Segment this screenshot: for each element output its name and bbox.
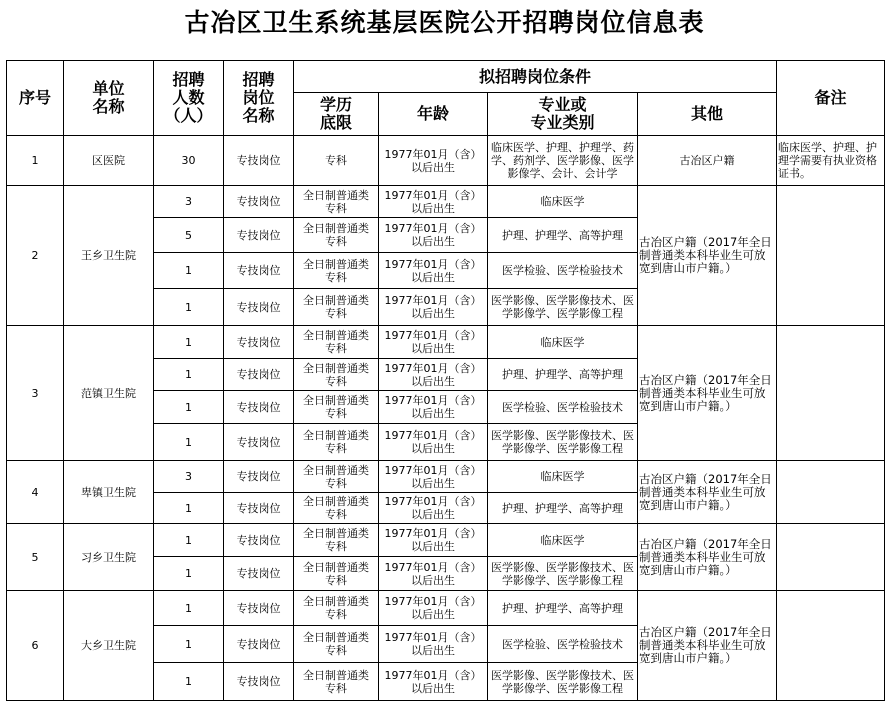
position-edu: 全日制普通类 专科 [294, 424, 379, 461]
position-count: 1 [154, 391, 224, 424]
position-edu: 全日制普通类 专科 [294, 626, 379, 663]
position-post: 专技岗位 [224, 289, 294, 326]
position-major: 临床医学 [488, 524, 638, 557]
position-major: 医学影像、医学影像技术、医学影像学、医学影像工程 [488, 663, 638, 701]
position-major: 医学检验、医学检验技术 [488, 626, 638, 663]
position-major: 护理、护理学、高等护理 [488, 493, 638, 524]
table-row [7, 591, 885, 626]
unit-note [777, 461, 885, 524]
position-edu: 全日制普通类 专科 [294, 591, 379, 626]
unit-name: 区医院 [64, 136, 154, 186]
header-count: 招聘 人数 （人） [154, 61, 224, 136]
position-edu: 全日制普通类 专科 [294, 461, 379, 493]
unit-name: 习乡卫生院 [64, 524, 154, 591]
position-age: 1977年01月（含） 以后出生 [379, 186, 488, 218]
header-conditions: 拟招聘岗位条件 [294, 61, 777, 93]
header-age: 年龄 [379, 93, 488, 136]
position-post: 专技岗位 [224, 136, 294, 186]
position-count: 1 [154, 663, 224, 701]
header-edu: 学历 底限 [294, 93, 379, 136]
position-major: 医学检验、医学检验技术 [488, 391, 638, 424]
header-seq: 序号 [7, 61, 64, 136]
unit-other: 古冶区户籍（2017年全日制普通类本科毕业生可放宽到唐山市户籍。） [638, 591, 777, 701]
table-row [7, 186, 885, 218]
position-age: 1977年01月（含） 以后出生 [379, 663, 488, 701]
position-edu: 全日制普通类 专科 [294, 186, 379, 218]
position-edu: 全日制普通类 专科 [294, 663, 379, 701]
unit-name: 大乡卫生院 [64, 591, 154, 701]
position-age: 1977年01月（含） 以后出生 [379, 424, 488, 461]
position-count: 1 [154, 524, 224, 557]
position-count: 1 [154, 493, 224, 524]
position-post: 专技岗位 [224, 253, 294, 289]
position-age: 1977年01月（含） 以后出生 [379, 557, 488, 591]
unit-other: 古冶区户籍（2017年全日制普通类本科毕业生可放宽到唐山市户籍。） [638, 186, 777, 326]
unit-other: 古冶区户籍（2017年全日制普通类本科毕业生可放宽到唐山市户籍。） [638, 326, 777, 461]
header-unit: 单位 名称 [64, 61, 154, 136]
header-major: 专业或 专业类别 [488, 93, 638, 136]
position-post: 专技岗位 [224, 557, 294, 591]
unit-note [777, 524, 885, 591]
position-post: 专技岗位 [224, 626, 294, 663]
position-count: 3 [154, 461, 224, 493]
position-edu: 全日制普通类 专科 [294, 359, 379, 391]
position-major: 护理、护理学、高等护理 [488, 218, 638, 253]
position-post: 专技岗位 [224, 591, 294, 626]
position-age: 1977年01月（含） 以后出生 [379, 591, 488, 626]
position-major: 临床医学 [488, 326, 638, 359]
header-note: 备注 [777, 61, 885, 136]
position-post: 专技岗位 [224, 493, 294, 524]
position-count: 1 [154, 626, 224, 663]
position-major: 临床医学 [488, 461, 638, 493]
position-major: 护理、护理学、高等护理 [488, 591, 638, 626]
header-post: 招聘 岗位 名称 [224, 61, 294, 136]
position-edu: 全日制普通类 专科 [294, 493, 379, 524]
unit-seq: 2 [7, 186, 64, 326]
position-age: 1977年01月（含） 以后出生 [379, 626, 488, 663]
position-major: 护理、护理学、高等护理 [488, 359, 638, 391]
unit-seq: 5 [7, 524, 64, 591]
table-row [7, 461, 885, 493]
unit-note [777, 591, 885, 701]
unit-name: 范镇卫生院 [64, 326, 154, 461]
position-edu: 全日制普通类 专科 [294, 289, 379, 326]
position-edu: 全日制普通类 专科 [294, 218, 379, 253]
position-post: 专技岗位 [224, 218, 294, 253]
position-count: 30 [154, 136, 224, 186]
position-post: 专技岗位 [224, 326, 294, 359]
position-age: 1977年01月（含） 以后出生 [379, 461, 488, 493]
unit-seq: 4 [7, 461, 64, 524]
unit-seq: 3 [7, 326, 64, 461]
position-count: 3 [154, 186, 224, 218]
position-count: 5 [154, 218, 224, 253]
position-count: 1 [154, 557, 224, 591]
unit-note [777, 186, 885, 326]
position-age: 1977年01月（含） 以后出生 [379, 218, 488, 253]
position-major: 临床医学 [488, 186, 638, 218]
position-age: 1977年01月（含） 以后出生 [379, 289, 488, 326]
unit-other: 古冶区户籍（2017年全日制普通类本科毕业生可放宽到唐山市户籍。） [638, 461, 777, 524]
header-other: 其他 [638, 93, 777, 136]
position-count: 1 [154, 253, 224, 289]
page-title: 古冶区卫生系统基层医院公开招聘岗位信息表 [184, 8, 705, 37]
position-age: 1977年01月（含） 以后出生 [379, 326, 488, 359]
unit-note [777, 326, 885, 461]
unit-other: 古冶区户籍 [638, 136, 777, 186]
position-age: 1977年01月（含） 以后出生 [379, 524, 488, 557]
unit-seq: 1 [7, 136, 64, 186]
position-post: 专技岗位 [224, 391, 294, 424]
position-count: 1 [154, 359, 224, 391]
position-edu: 全日制普通类 专科 [294, 557, 379, 591]
unit-seq: 6 [7, 591, 64, 701]
unit-other: 古冶区户籍（2017年全日制普通类本科毕业生可放宽到唐山市户籍。） [638, 524, 777, 591]
unit-note: 临床医学、护理、护理学需要有执业资格证书。 [777, 136, 885, 186]
position-edu: 专科 [294, 136, 379, 186]
position-edu: 全日制普通类 专科 [294, 326, 379, 359]
position-edu: 全日制普通类 专科 [294, 253, 379, 289]
table-row [7, 136, 885, 186]
unit-name: 卑镇卫生院 [64, 461, 154, 524]
position-post: 专技岗位 [224, 524, 294, 557]
position-count: 1 [154, 326, 224, 359]
position-major: 医学检验、医学检验技术 [488, 253, 638, 289]
position-major: 医学影像、医学影像技术、医学影像学、医学影像工程 [488, 557, 638, 591]
position-age: 1977年01月（含） 以后出生 [379, 493, 488, 524]
position-age: 1977年01月（含） 以后出生 [379, 359, 488, 391]
position-post: 专技岗位 [224, 461, 294, 493]
table-row [7, 326, 885, 359]
unit-name: 王乡卫生院 [64, 186, 154, 326]
table-row [7, 524, 885, 557]
position-count: 1 [154, 424, 224, 461]
recruitment-table [6, 60, 885, 701]
position-edu: 全日制普通类 专科 [294, 524, 379, 557]
position-post: 专技岗位 [224, 186, 294, 218]
position-count: 1 [154, 591, 224, 626]
position-major: 医学影像、医学影像技术、医学影像学、医学影像工程 [488, 289, 638, 326]
position-edu: 全日制普通类 专科 [294, 391, 379, 424]
position-age: 1977年01月（含） 以后出生 [379, 391, 488, 424]
position-major: 临床医学、护理、护理学、药学、药剂学、医学影像、医学影像学、会计、会计学 [488, 136, 638, 186]
position-post: 专技岗位 [224, 359, 294, 391]
position-major: 医学影像、医学影像技术、医学影像学、医学影像工程 [488, 424, 638, 461]
position-post: 专技岗位 [224, 424, 294, 461]
position-count: 1 [154, 289, 224, 326]
position-age: 1977年01月（含） 以后出生 [379, 253, 488, 289]
position-post: 专技岗位 [224, 663, 294, 701]
position-age: 1977年01月（含） 以后出生 [379, 136, 488, 186]
